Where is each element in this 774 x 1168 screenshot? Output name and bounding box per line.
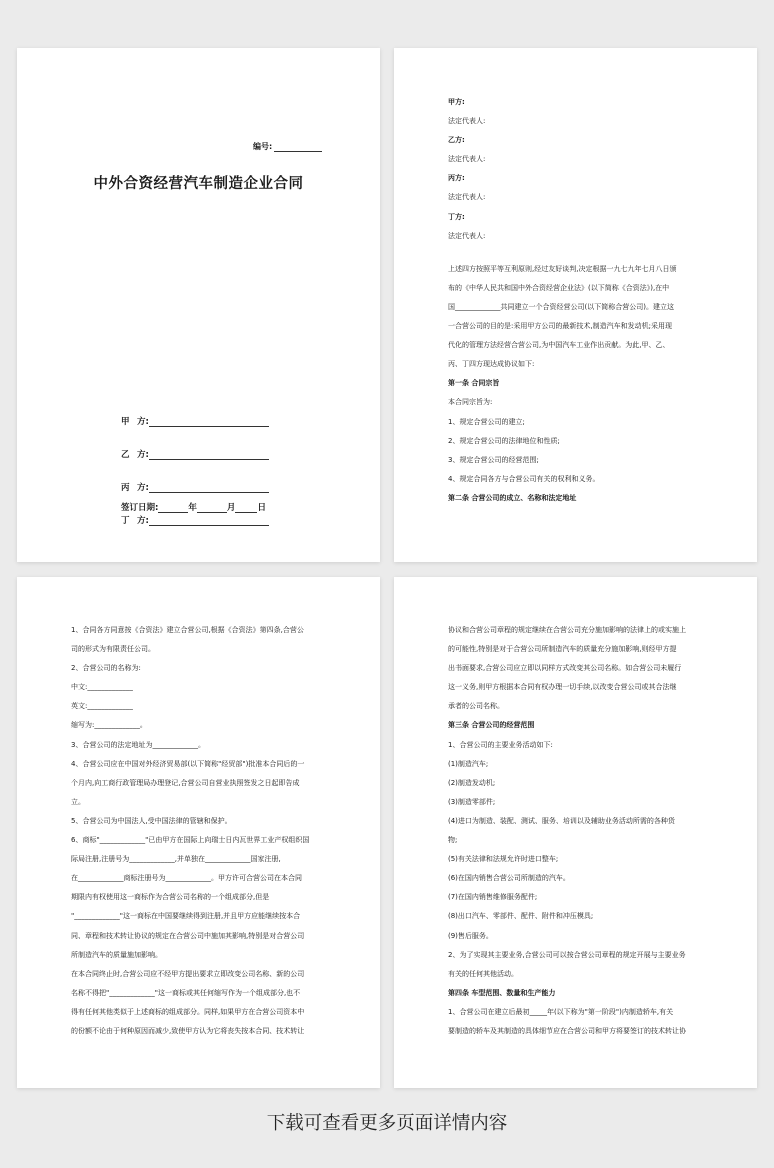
text-line: (7)在国内销售维修服务配件;	[448, 893, 538, 902]
party-colon: 方:	[137, 417, 149, 427]
text-line: 个月内,向工商行政管理局办理登记,合营公司自营业执照签发之日起即告成	[71, 778, 300, 787]
text-line: (9)售后服务。	[448, 931, 493, 940]
text-line: 名称不得把"_____________"这一商标或其任何缩写作为一个组成部分,也不	[71, 988, 301, 997]
text-line: (2)制造发动机;	[448, 778, 496, 787]
text-line: 有关的任何其他活动。	[448, 969, 518, 978]
section-heading: 甲方:	[448, 98, 465, 106]
party-blank	[149, 517, 269, 526]
serial-number-blank	[274, 143, 322, 152]
text-line: (4)进口为制造、装配、测试、服务、培训以及辅助业务活动所需的各种货	[448, 816, 675, 825]
text-line: 缩写为:_____________。	[71, 721, 147, 730]
party-blank	[149, 484, 269, 493]
document-page-4	[394, 577, 757, 1088]
text-line: 2、合营公司的名称为:	[71, 664, 141, 673]
signing-date-label: 签订日期:	[121, 503, 159, 513]
party-colon: 方:	[137, 516, 149, 526]
year-label: 年	[188, 503, 197, 513]
text-line: 物;	[448, 836, 458, 845]
signing-date-line	[121, 501, 266, 513]
document-page-cover	[17, 48, 380, 562]
text-line: 国_____________共同建立一个合资经营公司(以下简称合营公司)。建立这	[448, 302, 674, 311]
party-blank	[149, 451, 269, 460]
party-a-line	[121, 415, 269, 427]
day-label: 日	[257, 503, 266, 513]
text-line: (8)出口汽车、零部件、配件、附件和冲压模具;	[448, 912, 594, 921]
text-line: 立。	[71, 797, 85, 806]
month-blank	[197, 504, 227, 513]
text-line: 丙、丁四方现达成协议如下:	[448, 360, 535, 369]
serial-number-field	[253, 141, 322, 152]
download-caption: 下载可查看更多页面详情内容	[266, 1113, 508, 1134]
text-line: 1、规定合营公司的建立;	[448, 417, 525, 426]
text-line: 6、商标"_____________"已由甲方在国际上向瑞士日内瓦世界工业产权组织国	[71, 836, 310, 845]
text-line: 要制造的轿车及其制造的具体细节应在合营公司和甲方将要签订的技术转让协	[448, 1026, 686, 1035]
text-line: 英文:_____________	[71, 702, 133, 711]
section-heading: 第四条 车型范围、数量和生产能力	[448, 988, 556, 997]
section-heading: 丙方:	[448, 174, 465, 183]
party-name: 丁	[121, 516, 130, 526]
section-heading: 第一条 合同宗旨	[448, 379, 500, 388]
document-page-3	[17, 577, 380, 1088]
text-line: 3、规定合营公司的经营范围;	[448, 455, 539, 464]
text-line: 在本合同终止时,合营公司应不经甲方提出要求立即改变公司名称、新的公司	[71, 969, 305, 978]
text-line: 4、合营公司应在中国对外经济贸易部(以下简称"经贸部")批准本合同后的一	[71, 759, 305, 768]
text-line: 3、合营公司的法定地址为_____________。	[71, 740, 205, 749]
text-line: 法定代表人:	[448, 231, 486, 240]
text-line: 代化的管理方法经营合营公司,为中国汽车工业作出贡献。为此,甲、乙、	[448, 341, 670, 350]
text-line: 1、合营公司的主要业务活动如下:	[448, 740, 553, 749]
page-3-text	[71, 621, 331, 1041]
text-line: 中文:_____________	[71, 683, 133, 692]
section-heading: 第三条 合营公司的经营范围	[448, 721, 535, 730]
page-2-text	[448, 93, 708, 508]
text-line: 本合同宗旨为:	[448, 398, 493, 407]
party-c-line	[121, 481, 269, 493]
year-blank	[158, 504, 188, 513]
day-blank	[235, 504, 257, 513]
text-line: 协议和合营公司章程的规定继续在合营公司充分施加影响的法律上的或实施上	[448, 626, 686, 634]
section-heading: 丁方:	[448, 212, 465, 221]
party-name: 乙	[121, 450, 130, 460]
party-colon: 方:	[137, 450, 149, 460]
party-name: 丙	[121, 483, 130, 493]
text-line: 际局注册,注册号为_____________,并单独在_____________国家注册,	[71, 855, 281, 864]
text-line: 2、规定合营公司的法律地位和性质;	[448, 436, 560, 445]
party-b-line	[121, 448, 269, 460]
text-line: 上述四方按照平等互利原则,经过友好谈判,决定根据一九七九年七月八日颁	[448, 264, 677, 273]
text-line: 1、合营公司在建立后最初_____年(以下称为"第一阶段")内制造轿车,有关	[448, 1007, 674, 1016]
text-line: 承者的公司名称。	[448, 702, 504, 711]
text-line: 法定代表人:	[448, 155, 486, 164]
text-line: 1、合同各方同意按《合资法》建立合营公司,根据《合资法》第四条,合营公	[71, 626, 304, 634]
text-line: 司的形式为有限责任公司。	[71, 645, 155, 654]
text-line: 的份额不论由于何种原因而减少,致使甲方认为它将丧失按本合同、技术转让	[71, 1026, 305, 1035]
month-label: 月	[226, 503, 236, 513]
document-page-2	[394, 48, 757, 562]
text-line: 一合营公司的目的是:采用甲方公司的最新技术,制造汽车和发动机;采用现	[448, 322, 672, 331]
text-line: 所制造汽车的质量施加影响。	[71, 950, 162, 959]
text-line: (6)在国内销售合营公司所制造的汽车。	[448, 874, 570, 883]
section-heading: 第二条 合营公司的成立、名称和法定地址	[448, 493, 577, 502]
party-name: 甲	[121, 417, 130, 427]
text-line: (3)制造零部件;	[448, 797, 496, 806]
text-line: 5、合营公司为中国法人,受中国法律的管辖和保护。	[71, 816, 232, 825]
party-d-line	[121, 514, 269, 526]
text-line: 的可能性,特别是对于合营公司所制造汽车的质量充分施加影响,则经甲方提	[448, 645, 677, 654]
text-line: 2、为了实现其主要业务,合营公司可以按合营公司章程的规定开展与主要业务	[448, 950, 686, 959]
text-line: 这一义务,则甲方根据本合同有权办理一切手续,以改变合营公司或其合法继	[448, 683, 677, 692]
text-line: (5)有关法律和法规允许时进口整车;	[448, 855, 559, 864]
text-line: 法定代表人:	[448, 117, 486, 126]
serial-number-label: 编号:	[253, 142, 273, 151]
party-blank	[149, 418, 269, 427]
text-line: (1)制造汽车;	[448, 759, 489, 768]
text-line: 得有任何其他类似于上述商标的组成部分。同样,如果甲方在合营公司资本中	[71, 1007, 305, 1016]
text-line: 法定代表人:	[448, 193, 486, 202]
text-line: 出书面要求,合营公司应立即以同样方式改变其公司名称。如合营公司未履行	[448, 664, 682, 673]
text-line: 在_____________商标注册号为_____________。甲方许可合营公司在本合同	[71, 874, 302, 883]
text-line: 4、规定合同各方与合营公司有关的权利和义务。	[448, 474, 600, 483]
contract-title: 中外合资经营汽车制造企业合同	[93, 176, 304, 192]
text-line: 布的《中华人民共和国中外合资经营企业法》(以下简称《合资法》),在中	[448, 283, 670, 292]
party-colon: 方:	[137, 483, 149, 493]
page-4-text	[448, 621, 708, 1041]
text-line: 同、章程和技术转让协议的规定在合营公司中施加其影响,特别是对合营公司	[71, 931, 305, 940]
text-line: 期限内有权使用这一商标作为合营公司名称的一个组成部分,但是	[71, 893, 270, 902]
text-line: "_____________"这一商标在中国要继续得到注册,并且甲方应能继续按本合	[71, 912, 301, 921]
section-heading: 乙方:	[448, 136, 465, 145]
